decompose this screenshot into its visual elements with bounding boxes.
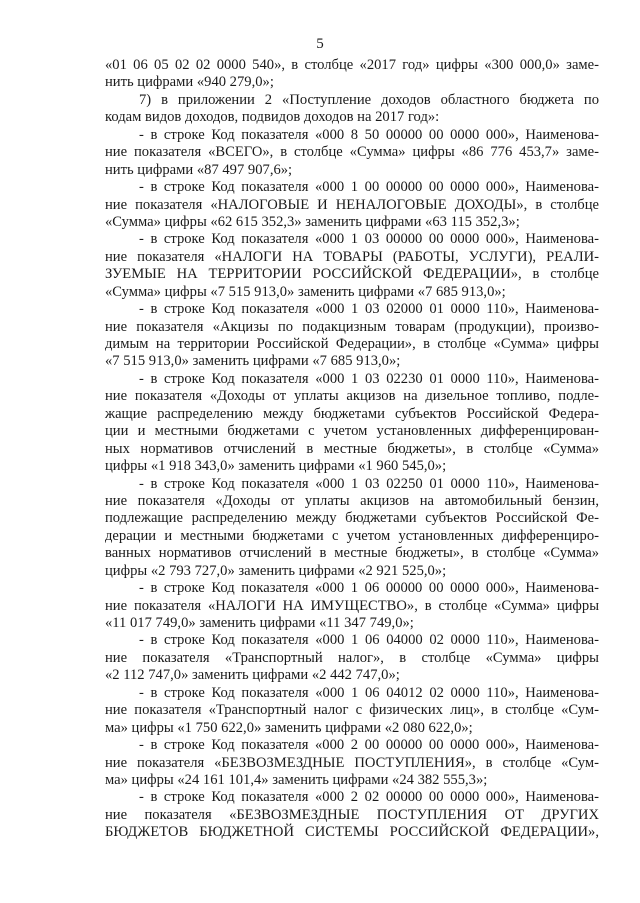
text-line: «01 06 05 02 02 0000 540», в столбце «2017 год» цифры «300 000,0» заме-	[105, 57, 599, 73]
text-line: нить цифрами «940 279,0»;	[105, 74, 274, 91]
text-line: дерации и местными бюджетами с учетом установленных дифференциро-	[105, 527, 599, 544]
text-line: ма» цифры «24 161 101,4» заменить цифрами «24 382 555,3»;	[105, 771, 488, 788]
text-line: цифры «1 918 343,0» заменить цифрами «1 960 545,0»;	[105, 458, 447, 475]
page-number: 5	[316, 36, 324, 52]
text-line: ние показателя «НАЛОГИ НА ИМУЩЕСТВО», в столбце «Сумма» цифры	[105, 597, 599, 614]
text-line: «Сумма» цифры «7 515 913,0» заменить цифрами «7 685 913,0»;	[105, 283, 506, 300]
text-line: - в строке Код показателя «000 8 50 00000 00 0000 000», Наименова-	[139, 126, 599, 143]
text-line: 7) в приложении 2 «Поступление доходов областного бюджета по	[139, 91, 599, 108]
text-line: ние показателя «Доходы от уплаты акцизов на дизельное топливо, подле-	[105, 388, 599, 405]
text-line: ние показателя «Акцизы по подакцизным товарам (продукции), произво-	[105, 318, 599, 335]
text-line: ние показателя «Доходы от уплаты акцизов на автомобильный бензин,	[105, 492, 599, 509]
text-line: ние показателя «БЕЗВОЗМЕЗДНЫЕ ПОСТУПЛЕНИЯ», в столбце «Сум-	[105, 754, 599, 771]
text-line: «Сумма» цифры «62 615 352,3» заменить цифрами «63 115 352,3»;	[105, 213, 520, 230]
text-line: «11 017 749,0» заменить цифрами «11 347 749,0»;	[105, 615, 414, 631]
text-line: - в строке Код показателя «000 1 03 02250 01 0000 110», Наименова-	[139, 475, 599, 492]
text-line: димым на территории Российской Федерации», в столбце «Сумма» цифры	[105, 336, 599, 352]
text-line: «2 112 747,0» заменить цифрами «2 442 747,0»;	[105, 667, 400, 684]
text-line: - в строке Код показателя «000 1 06 04012 02 0000 110», Наименова-	[139, 684, 599, 701]
text-line: - в строке Код показателя «000 1 06 00000 00 0000 000», Наименова-	[139, 580, 599, 597]
text-line: цифры «2 793 727,0» заменить цифрами «2 921 525,0»;	[105, 562, 447, 579]
text-line: жащие распределению между бюджетами субъектов Российской Федера-	[105, 405, 599, 422]
document-body	[105, 57, 599, 842]
text-line: - в строке Код показателя «000 1 00 00000 00 0000 000», Наименова-	[139, 179, 599, 196]
text-line: БЮДЖЕТОВ БЮДЖЕТНОЙ СИСТЕМЫ РОССИЙСКОЙ ФЕДЕРАЦИИ»,	[105, 824, 599, 841]
text-line: ма» цифры «1 750 622,0» заменить цифрами «2 080 622,0»;	[105, 719, 473, 736]
text-line: ние показателя «ВСЕГО», в столбце «Сумма» цифры «86 776 453,7» заме-	[105, 144, 599, 161]
text-line: - в строке Код показателя «000 1 03 00000 00 0000 000», Наименова-	[139, 231, 599, 248]
text-line: ванных нормативов отчислений в местные бюджеты», в столбце «Сумма»	[105, 545, 599, 562]
text-line: ЗУЕМЫЕ НА ТЕРРИТОРИИ РОССИЙСКОЙ ФЕДЕРАЦИИ», в столбце	[105, 266, 599, 283]
text-line: кодам видов доходов, подвидов доходов на 2017 год»:	[105, 109, 440, 126]
text-line: ние показателя «Транспортный налог с физических лиц», в столбце «Сум-	[105, 702, 599, 719]
text-line: - в строке Код показателя «000 1 03 02230 01 0000 110», Наименова-	[139, 370, 599, 387]
text-line: ции и местными бюджетами с учетом установленных дифференцирован-	[105, 423, 599, 440]
text-line: ние показателя «БЕЗВОЗМЕЗДНЫЕ ПОСТУПЛЕНИЯ ОТ ДРУГИХ	[105, 806, 599, 823]
text-line: нить цифрами «87 497 907,6»;	[105, 161, 293, 178]
text-line: - в строке Код показателя «000 1 03 02000 01 0000 110», Наименова-	[139, 301, 599, 318]
text-line: - в строке Код показателя «000 1 06 04000 02 0000 110», Наименова-	[139, 632, 599, 649]
text-line: ние показателя «Транспортный налог», в столбце «Сумма» цифры	[105, 649, 599, 666]
text-line: ных нормативов отчислений в местные бюджеты», в столбце «Сумма»	[105, 440, 599, 457]
text-line: - в строке Код показателя «000 2 02 00000 00 0000 000», Наименова-	[139, 789, 599, 806]
text-line: ние показателя «НАЛОГОВЫЕ И НЕНАЛОГОВЫЕ ДОХОДЫ», в столбце	[105, 196, 599, 213]
text-line: ние показателя «НАЛОГИ НА ТОВАРЫ (РАБОТЫ, УСЛУГИ), РЕАЛИ-	[105, 248, 599, 265]
text-line: подлежащие распределению между бюджетами субъектов Российской Фе-	[105, 510, 599, 527]
text-line: - в строке Код показателя «000 2 00 00000 00 0000 000», Наименова-	[139, 737, 599, 754]
text-line: «7 515 913,0» заменить цифрами «7 685 913,0»;	[105, 353, 401, 370]
